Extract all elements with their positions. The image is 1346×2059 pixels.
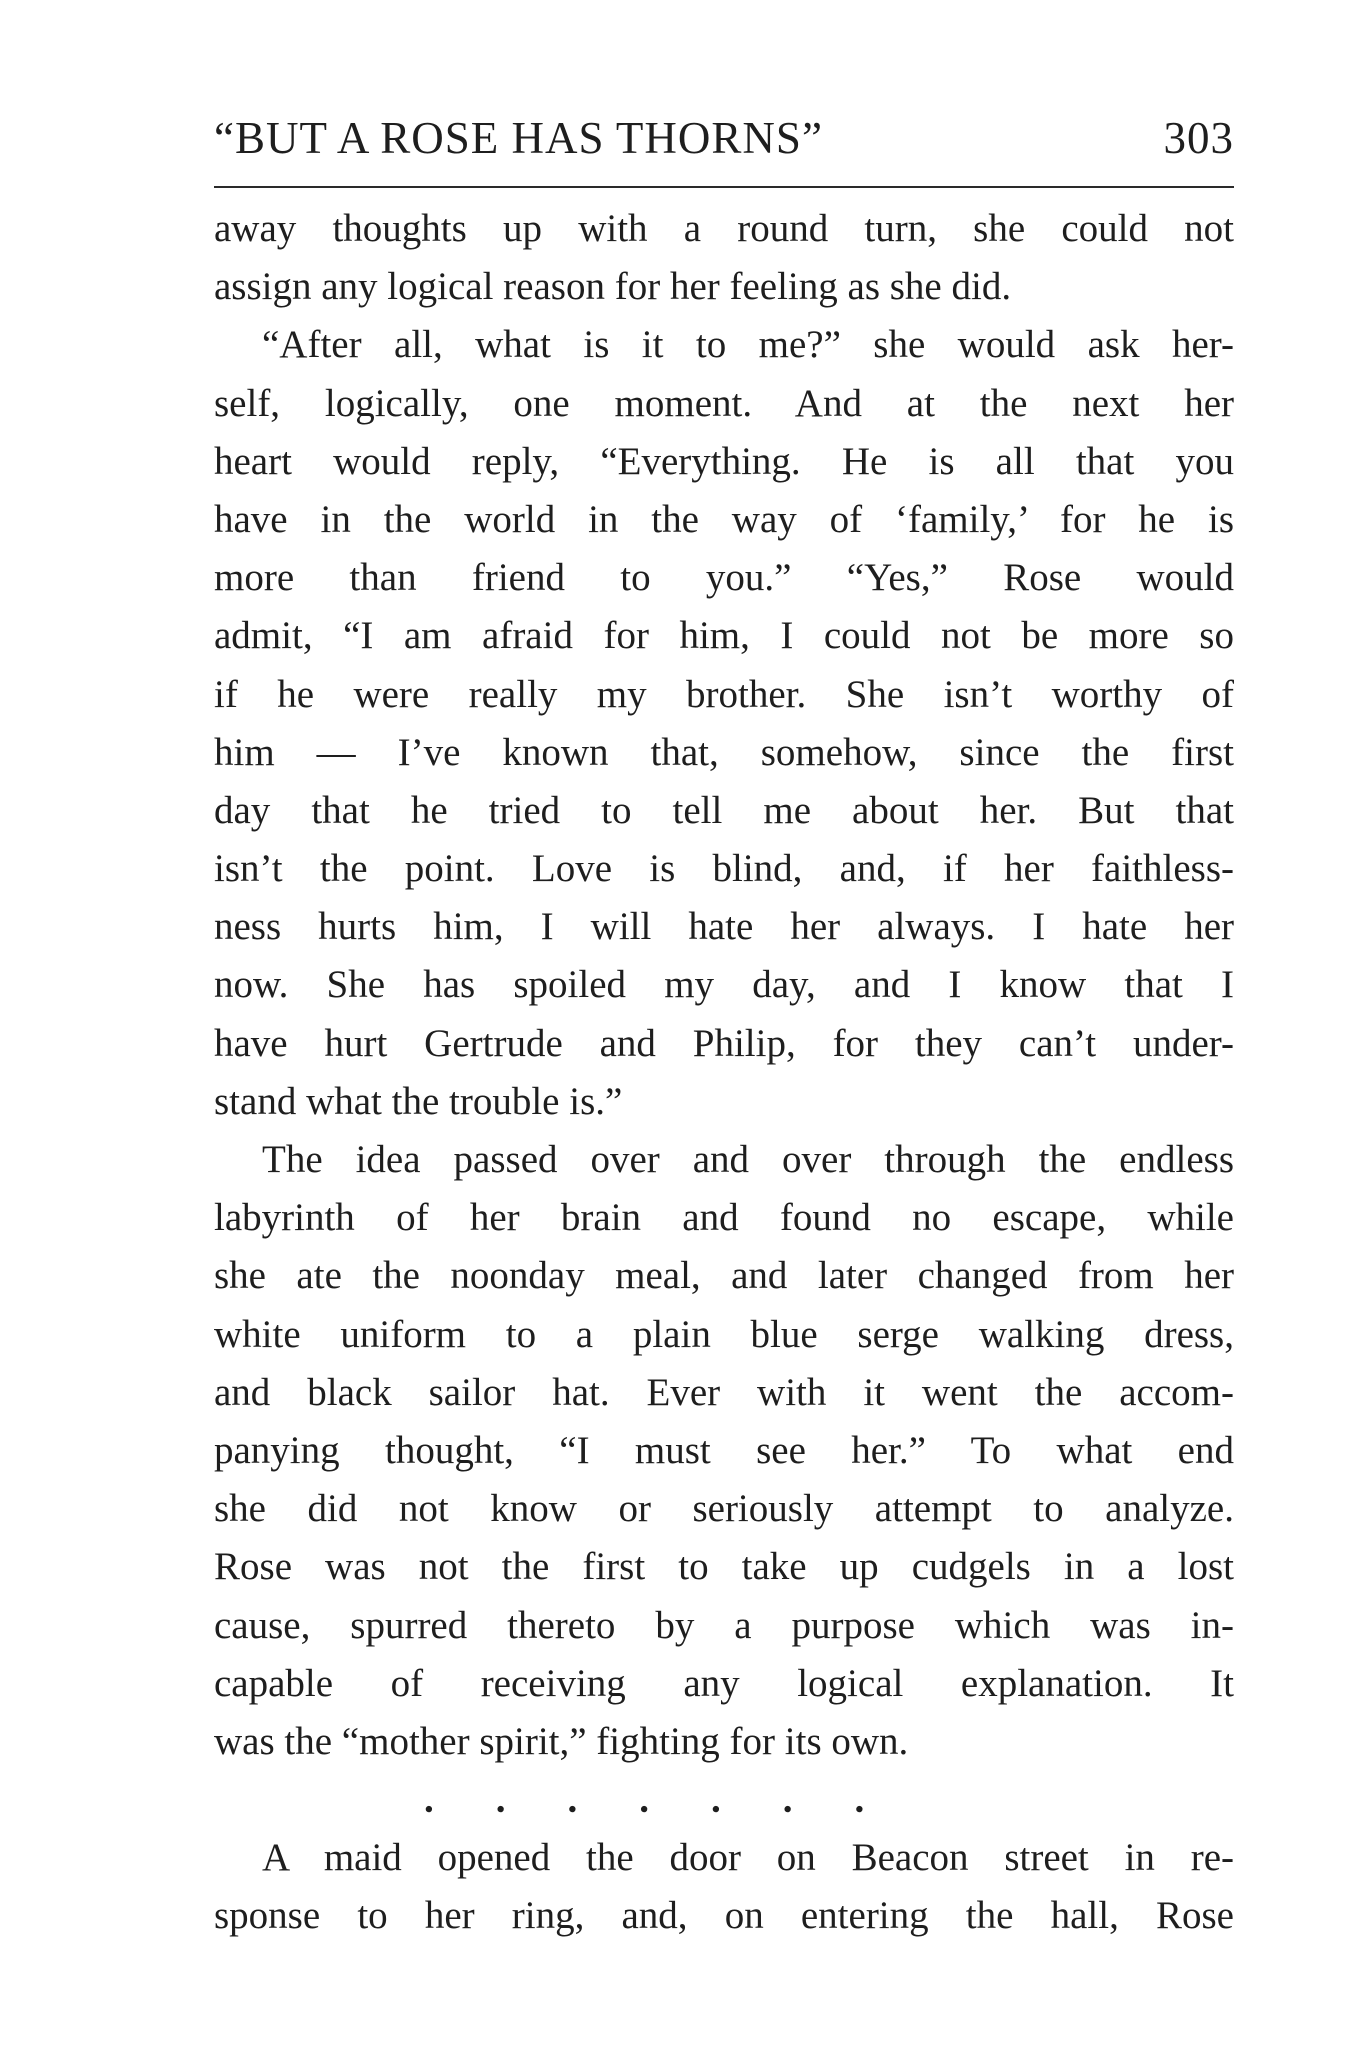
text-line: was the “mother spirit,” fighting for its own.	[214, 1719, 909, 1763]
text-line: cause, spurred thereto by a purpose which was in-	[214, 1603, 1234, 1647]
text-line: have hurt Gertrude and Philip, for they can’t under-	[214, 1021, 1234, 1065]
running-title: “BUT A ROSE HAS THORNS”	[214, 113, 823, 163]
text-line: heart would reply, “Everything. He is all that you	[214, 439, 1234, 483]
text-line: him — I’ve known that, somehow, since the first	[214, 730, 1234, 774]
text-line: white uniform to a plain blue serge walking dress,	[214, 1312, 1234, 1356]
text-line: self, logically, one moment. And at the next her	[214, 381, 1234, 425]
section-break-dots: .......	[424, 1778, 927, 1822]
text-line: she did not know or seriously attempt to analyze.	[214, 1487, 1234, 1531]
header-rule	[214, 186, 1234, 188]
text-line: A maid opened the door on Beacon street in re-	[262, 1836, 1234, 1880]
text-line: ness hurts him, I will hate her always. I hate her	[214, 905, 1234, 949]
text-line: assign any logical reason for her feeling as she did.	[214, 265, 1012, 309]
text-line: now. She has spoiled my day, and I know that I	[214, 963, 1234, 1007]
text-line: “After all, what is it to me?” she would ask her-	[262, 323, 1234, 367]
text-line: capable of receiving any logical explanation. It	[214, 1661, 1234, 1705]
running-head	[214, 112, 1234, 172]
text-line: if he were really my brother. She isn’t worthy of	[214, 672, 1234, 716]
text-line: labyrinth of her brain and found no escape, while	[214, 1196, 1234, 1240]
text-line: admit, “I am afraid for him, I could not be more so	[214, 614, 1234, 658]
text-line: Rose was not the first to take up cudgels in a lost	[214, 1545, 1234, 1589]
text-line: have in the world in the way of ‘family,’ for he is	[214, 497, 1234, 541]
text-line: isn’t the point. Love is blind, and, if her faithless-	[214, 847, 1234, 891]
text-line: she ate the noonday meal, and later changed from her	[214, 1254, 1234, 1298]
page-number: 303	[1163, 113, 1234, 163]
text-line: day that he tried to tell me about her. But that	[214, 788, 1234, 832]
text-line: more than friend to you.” “Yes,” Rose would	[214, 556, 1234, 600]
text-line: stand what the trouble is.”	[214, 1079, 623, 1123]
text-line: away thoughts up with a round turn, she could not	[214, 207, 1234, 250]
body-text	[214, 200, 1234, 1946]
text-line: sponse to her ring, and, on entering the hall, Rose	[214, 1894, 1234, 1938]
text-line: panying thought, “I must see her.” To what end	[214, 1428, 1234, 1472]
text-line: The idea passed over and over through the endless	[262, 1138, 1234, 1181]
text-line: and black sailor hat. Ever with it went the accom-	[214, 1370, 1234, 1414]
